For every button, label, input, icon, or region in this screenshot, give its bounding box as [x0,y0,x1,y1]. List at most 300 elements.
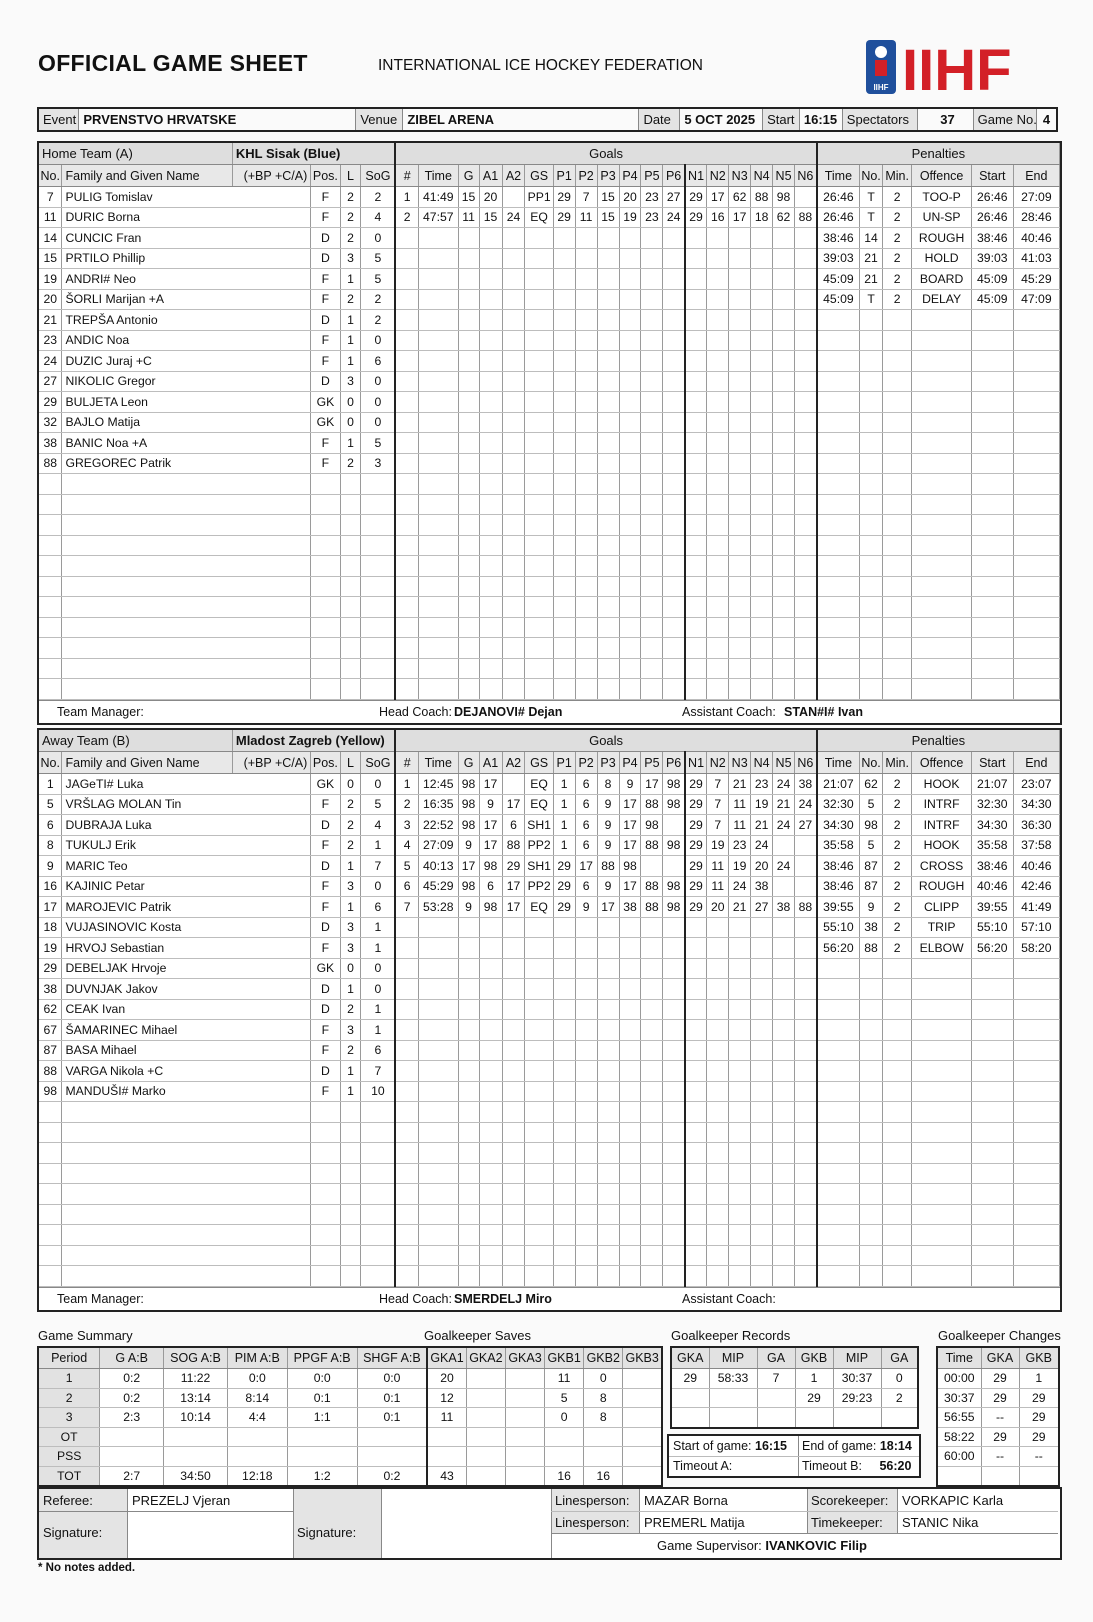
goal-cell: 6 [575,835,597,856]
goal-cell: PP1 [525,187,553,208]
goal-cell: 20 [619,187,641,208]
goal-cell [525,1204,553,1225]
goal-cell [479,248,502,269]
date-value: 5 OCT 2025 [680,108,763,131]
table-row [39,207,1060,228]
goal-cell [795,679,817,700]
goal-cell [751,330,773,351]
goal-cell [502,774,525,795]
goal-cell [597,597,619,618]
team-name: Mladost Zagreb (Yellow) [232,730,395,752]
goal-cell [553,1225,575,1246]
table-row [39,576,1060,597]
goal-cell [663,330,685,351]
goal-cell: 98 [663,876,685,897]
goal-cell [418,433,458,454]
goal-cell [418,1102,458,1123]
penalty-cell [1013,1204,1059,1225]
player-line [340,1204,361,1225]
goal-cell [685,515,707,536]
penalty-cell: 21:07 [817,774,860,795]
goal-cell [641,412,663,433]
summary-cell: 1 [38,1369,100,1389]
goal-cell [641,351,663,372]
penalty-cell [883,958,912,979]
col-pen-0: Time [817,752,860,774]
penalty-cell [971,515,1013,536]
goal-cell [773,938,795,959]
goal-cell: 98 [619,856,641,877]
goal-cell [641,248,663,269]
goal-cell [619,999,641,1020]
penalty-cell [1013,556,1059,577]
saves-cell [623,1427,662,1447]
goal-cell [751,248,773,269]
penalty-cell: 23:07 [1013,774,1059,795]
records-cell: 30:37 [833,1369,881,1389]
goal-cell [685,474,707,495]
goal-cell [597,679,619,700]
player-line [340,556,361,577]
goal-cell [418,617,458,638]
changes-cell: 56:55 [937,1408,981,1428]
goal-cell [751,1081,773,1102]
saves-cell [505,1388,544,1408]
signature-label: Signature: [43,1525,103,1540]
player-position: GK [311,412,340,433]
goal-cell [525,310,553,331]
goal-cell: 7 [575,187,597,208]
goal-cell [479,576,502,597]
goal-cell [773,917,795,938]
player-number: 17 [39,897,62,918]
player-name: DURIC Borna [62,207,311,228]
penalty-cell [1013,658,1059,679]
goal-cell: 19 [619,207,641,228]
goal-cell [575,1061,597,1082]
records-cell: 29 [795,1388,833,1408]
penalty-cell: 39:03 [817,248,860,269]
goal-cell [663,412,685,433]
assistant-coach-label: Assistant Coach: [682,704,776,719]
goal-cell [553,310,575,331]
goal-cell [663,371,685,392]
goal-cell [458,1122,479,1143]
goal-cell [575,269,597,290]
col-goal-12: N1 [685,752,707,774]
notes-text: * No notes added. [38,1562,136,1574]
team-label: Away Team (B) [39,730,232,752]
goal-cell [641,979,663,1000]
penalty-cell: 98 [860,815,883,836]
goal-cell [525,1102,553,1123]
goal-cell: 17 [479,774,502,795]
goal-cell [525,597,553,618]
col-l: L [340,752,361,774]
goal-cell [395,1061,418,1082]
player-sog: 2 [361,187,396,208]
records-col: MIP [833,1347,881,1369]
federation-name: INTERNATIONAL ICE HOCKEY FEDERATION [378,57,703,74]
summary-cell: TOT [38,1466,100,1486]
goal-cell [795,371,817,392]
player-name: BULJETA Leon [62,392,311,413]
penalty-cell: 2 [883,289,912,310]
goal-cell [502,228,525,249]
player-line: 1 [340,351,361,372]
goal-cell [729,1081,751,1102]
game-number-value: 4 [1036,108,1057,131]
timeout-b-value: 56:20 [879,1459,912,1473]
records-cell: 0 [881,1369,918,1389]
goal-cell [418,1204,458,1225]
goal-cell [479,289,502,310]
goal-cell [795,535,817,556]
player-position [311,474,340,495]
goal-cell: 98 [458,815,479,836]
goal-cell [641,1245,663,1266]
table-row [38,1447,662,1467]
goal-cell [641,228,663,249]
records-cell [757,1408,795,1428]
goal-cell [479,1081,502,1102]
table-row [39,1020,1060,1041]
goal-cell [729,1184,751,1205]
player-name: ANDRI# Neo [62,269,311,290]
penalties-header: Penalties [817,730,1060,752]
goal-cell [795,1163,817,1184]
player-name [62,679,311,700]
player-sog: 0 [361,371,396,392]
summary-cell: 1:2 [287,1466,357,1486]
penalty-cell [971,679,1013,700]
penalty-cell: 27:09 [1013,187,1059,208]
player-number: 32 [39,412,62,433]
col-goal-11: P6 [663,752,685,774]
goal-cell [395,248,418,269]
penalty-cell: 5 [860,835,883,856]
col-goal-3: A1 [479,752,502,774]
goal-cell [729,679,751,700]
penalty-cell [817,371,860,392]
penalty-cell [860,958,883,979]
goal-cell [575,474,597,495]
goal-cell [479,269,502,290]
penalty-cell: 55:10 [971,917,1013,938]
goal-cell [641,453,663,474]
goal-cell [685,597,707,618]
goal-cell [619,1225,641,1246]
penalty-cell: 45:09 [817,289,860,310]
saves-cell [466,1447,505,1467]
penalty-cell: INTRF [912,815,972,836]
col-pen-0: Time [817,165,860,187]
player-line: 1 [340,310,361,331]
goal-cell [729,535,751,556]
goal-cell [458,1081,479,1102]
saves-col: GKA3 [505,1347,544,1369]
penalty-cell: 38 [860,917,883,938]
player-number [39,1225,62,1246]
penalty-cell [971,310,1013,331]
goal-cell [502,412,525,433]
goal-cell: 7 [707,815,729,836]
goal-cell [773,1245,795,1266]
player-line: 1 [340,1081,361,1102]
col-no: No. [39,752,62,774]
penalty-cell [912,412,972,433]
col-goal-15: N4 [751,752,773,774]
goal-cell [395,515,418,536]
goal-cell [502,658,525,679]
penalty-cell [817,310,860,331]
goal-cell [773,1081,795,1102]
col-pen-5: End [1013,165,1059,187]
goal-cell [502,269,525,290]
player-line: 2 [340,228,361,249]
game-supervisor-label: Game Supervisor: [657,1538,762,1553]
penalty-cell [860,556,883,577]
goal-cell [395,638,418,659]
goal-cell [525,351,553,372]
goal-cell [707,597,729,618]
records-cell: 7 [757,1369,795,1389]
penalty-cell [883,576,912,597]
goal-cell [663,248,685,269]
goal-cell [502,979,525,1000]
goal-cell: 24 [773,856,795,877]
goal-cell [663,658,685,679]
penalty-cell [883,979,912,1000]
saves-col: GKB2 [584,1347,623,1369]
goal-cell [479,999,502,1020]
goal-cell [619,679,641,700]
table-row [39,1245,1060,1266]
penalty-cell [971,330,1013,351]
goal-cell: EQ [525,794,553,815]
player-number: 8 [39,835,62,856]
goal-cell [795,958,817,979]
goal-cell [751,1143,773,1164]
penalty-cell [860,453,883,474]
goal-cell [479,1184,502,1205]
player-name: CEAK Ivan [62,999,311,1020]
player-position [311,597,340,618]
player-number [39,597,62,618]
penalty-cell [912,351,972,372]
player-name [62,576,311,597]
goal-cell [525,330,553,351]
player-sog: 5 [361,433,396,454]
goal-cell [751,1163,773,1184]
penalty-cell [817,597,860,618]
goal-cell: 17 [502,794,525,815]
penalty-cell [912,1204,972,1225]
player-sog [361,1266,396,1287]
player-sog [361,1102,396,1123]
team-label: Home Team (A) [39,143,232,165]
goal-cell [553,1184,575,1205]
col-pen-3: Offence [912,165,972,187]
goal-cell: 29 [685,187,707,208]
goal-cell [575,556,597,577]
col-goal-1: Time [418,752,458,774]
goal-cell [525,289,553,310]
goal-cell [641,1040,663,1061]
summary-cell [100,1427,164,1447]
records-cell: 29:23 [833,1388,881,1408]
goal-cell: 2 [395,207,418,228]
goal-cell [575,917,597,938]
player-position: D [311,815,340,836]
goal-cell [641,1163,663,1184]
goal-cell [773,576,795,597]
table-row [39,228,1060,249]
table-row [39,1081,1060,1102]
changes-cell: -- [981,1447,1019,1467]
player-position: F [311,1081,340,1102]
penalty-cell [912,1184,972,1205]
goal-cell [751,617,773,638]
col-pen-2: Min. [883,165,912,187]
goal-cell [575,289,597,310]
goal-cell [597,248,619,269]
goal-cell [575,1184,597,1205]
goal-cell [553,371,575,392]
goal-cell: 19 [707,835,729,856]
goal-cell [395,556,418,577]
goal-cell [575,433,597,454]
player-number: 21 [39,310,62,331]
penalty-cell [817,494,860,515]
goal-cell [458,979,479,1000]
changes-col: Time [937,1347,981,1369]
team-staff-row [39,700,1060,723]
goal-cell [502,1143,525,1164]
goal-cell [729,658,751,679]
penalty-cell [971,617,1013,638]
goal-cell [773,433,795,454]
penalty-cell [883,658,912,679]
goal-cell [575,1163,597,1184]
goal-cell: 29 [685,897,707,918]
goal-cell [502,535,525,556]
goal-cell: 17 [619,835,641,856]
penalty-cell: ROUGH [912,228,972,249]
goal-cell [707,1081,729,1102]
goal-cell: 29 [685,815,707,836]
col-goal-14: N3 [729,752,751,774]
goal-cell [619,1040,641,1061]
goal-cell: 17 [458,856,479,877]
goal-cell [729,289,751,310]
saves-cell [466,1388,505,1408]
penalty-cell: 40:46 [1013,856,1059,877]
goal-cell [685,371,707,392]
head-coach-label: Head Coach: [379,704,452,719]
player-name: BAJLO Matija [62,412,311,433]
penalty-cell [1013,433,1059,454]
goal-cell [685,535,707,556]
records-col: MIP [709,1347,757,1369]
goal-cell [663,1020,685,1041]
table-row [39,1122,1060,1143]
summary-cell: 1:1 [287,1408,357,1428]
player-name: GREGOREC Patrik [62,453,311,474]
goal-cell [619,979,641,1000]
player-number: 20 [39,289,62,310]
goal-cell [418,351,458,372]
goal-cell: 62 [773,207,795,228]
player-line [340,617,361,638]
player-line: 1 [340,330,361,351]
penalty-cell [1013,1081,1059,1102]
goal-cell [663,310,685,331]
penalty-cell [817,1020,860,1041]
goal-cell [575,310,597,331]
penalty-cell [1013,392,1059,413]
changes-cell: 29 [1019,1408,1059,1428]
penalty-cell [860,1102,883,1123]
penalty-cell [971,979,1013,1000]
goal-cell [479,392,502,413]
goal-cell [619,1061,641,1082]
date-label: Date [639,108,680,131]
goal-cell [795,433,817,454]
goal-cell [458,576,479,597]
table-row [39,556,1060,577]
player-line [340,1143,361,1164]
player-line [340,474,361,495]
player-position: D [311,228,340,249]
penalty-cell [971,556,1013,577]
goal-cell: 24 [795,794,817,815]
goal-cell [795,1102,817,1123]
goal-cell [795,228,817,249]
goal-cell [502,392,525,413]
goal-cell [502,248,525,269]
goal-cell [553,453,575,474]
goal-cell [729,1040,751,1061]
penalty-cell [817,638,860,659]
penalty-cell: 38:46 [817,228,860,249]
goal-cell [773,556,795,577]
saves-cell: 8 [584,1408,623,1428]
goal-cell [418,658,458,679]
goal-cell: 88 [597,856,619,877]
changes-cell: 29 [1019,1427,1059,1447]
penalty-cell: 2 [883,774,912,795]
goal-cell [553,1143,575,1164]
goal-cell [525,658,553,679]
goal-cell [597,1184,619,1205]
goal-cell: 38 [619,897,641,918]
saves-cell [505,1447,544,1467]
goal-cell: 98 [773,187,795,208]
goal-cell [418,979,458,1000]
changes-cell: 00:00 [937,1369,981,1389]
goal-cell [553,1040,575,1061]
penalty-cell: 57:10 [1013,917,1059,938]
table-row [39,412,1060,433]
goal-cell [458,1143,479,1164]
penalty-cell [860,679,883,700]
goal-cell: 98 [641,815,663,836]
goal-cell: 9 [619,774,641,795]
goal-cell: 27 [663,187,685,208]
goal-cell [575,248,597,269]
goal-cell: 29 [553,897,575,918]
